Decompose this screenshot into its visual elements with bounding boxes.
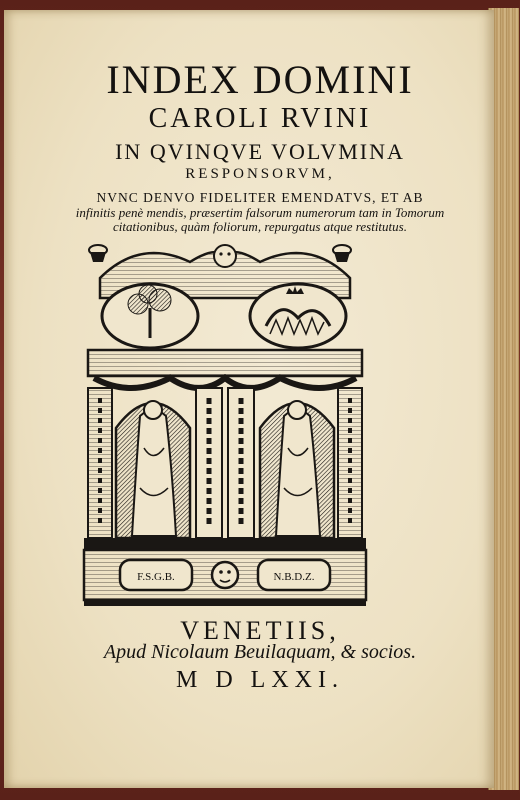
garlands	[94, 378, 356, 388]
subtitle-line-3: citationibus, quàm foliorum, repurgatus atque restitutus.	[113, 219, 407, 234]
right-niche-figure	[260, 401, 334, 538]
left-niche-figure	[116, 401, 190, 538]
right-urn-finial	[333, 245, 351, 262]
entablature	[88, 350, 362, 376]
left-cartouche-initials: F.S.G.B.	[137, 571, 175, 583]
printers-device-woodcut	[80, 238, 370, 608]
base-mask	[212, 562, 238, 588]
tree-medallion	[102, 284, 198, 348]
left-urn-finial	[89, 245, 107, 262]
title-line-3: IN QVINQVE VOLVMINA	[115, 139, 405, 164]
imprint-year: M D LXXI.	[176, 667, 344, 693]
title-line-1: INDEX DOMINI	[106, 57, 414, 102]
title-line-4: RESPONSORVM,	[185, 166, 335, 182]
title-line-2: CAROLI RVINI	[148, 103, 372, 134]
subtitle-line-1: NVNC DENVO FIDELITER EMENDATVS, ET AB	[96, 190, 424, 205]
imprint-city: VENETIIS,	[180, 616, 340, 645]
base-molding	[84, 538, 366, 550]
mask-head	[214, 245, 236, 267]
subtitle-line-2: infinitis penè mendis, præsertim falsorum numerorum tam in Tomorum	[75, 205, 445, 220]
right-cartouche-initials: N.B.D.Z.	[273, 571, 315, 583]
salamander-medallion	[250, 284, 346, 348]
imprint-publisher: Apud Nicolaum Beuilaquam, & socios.	[103, 641, 417, 663]
